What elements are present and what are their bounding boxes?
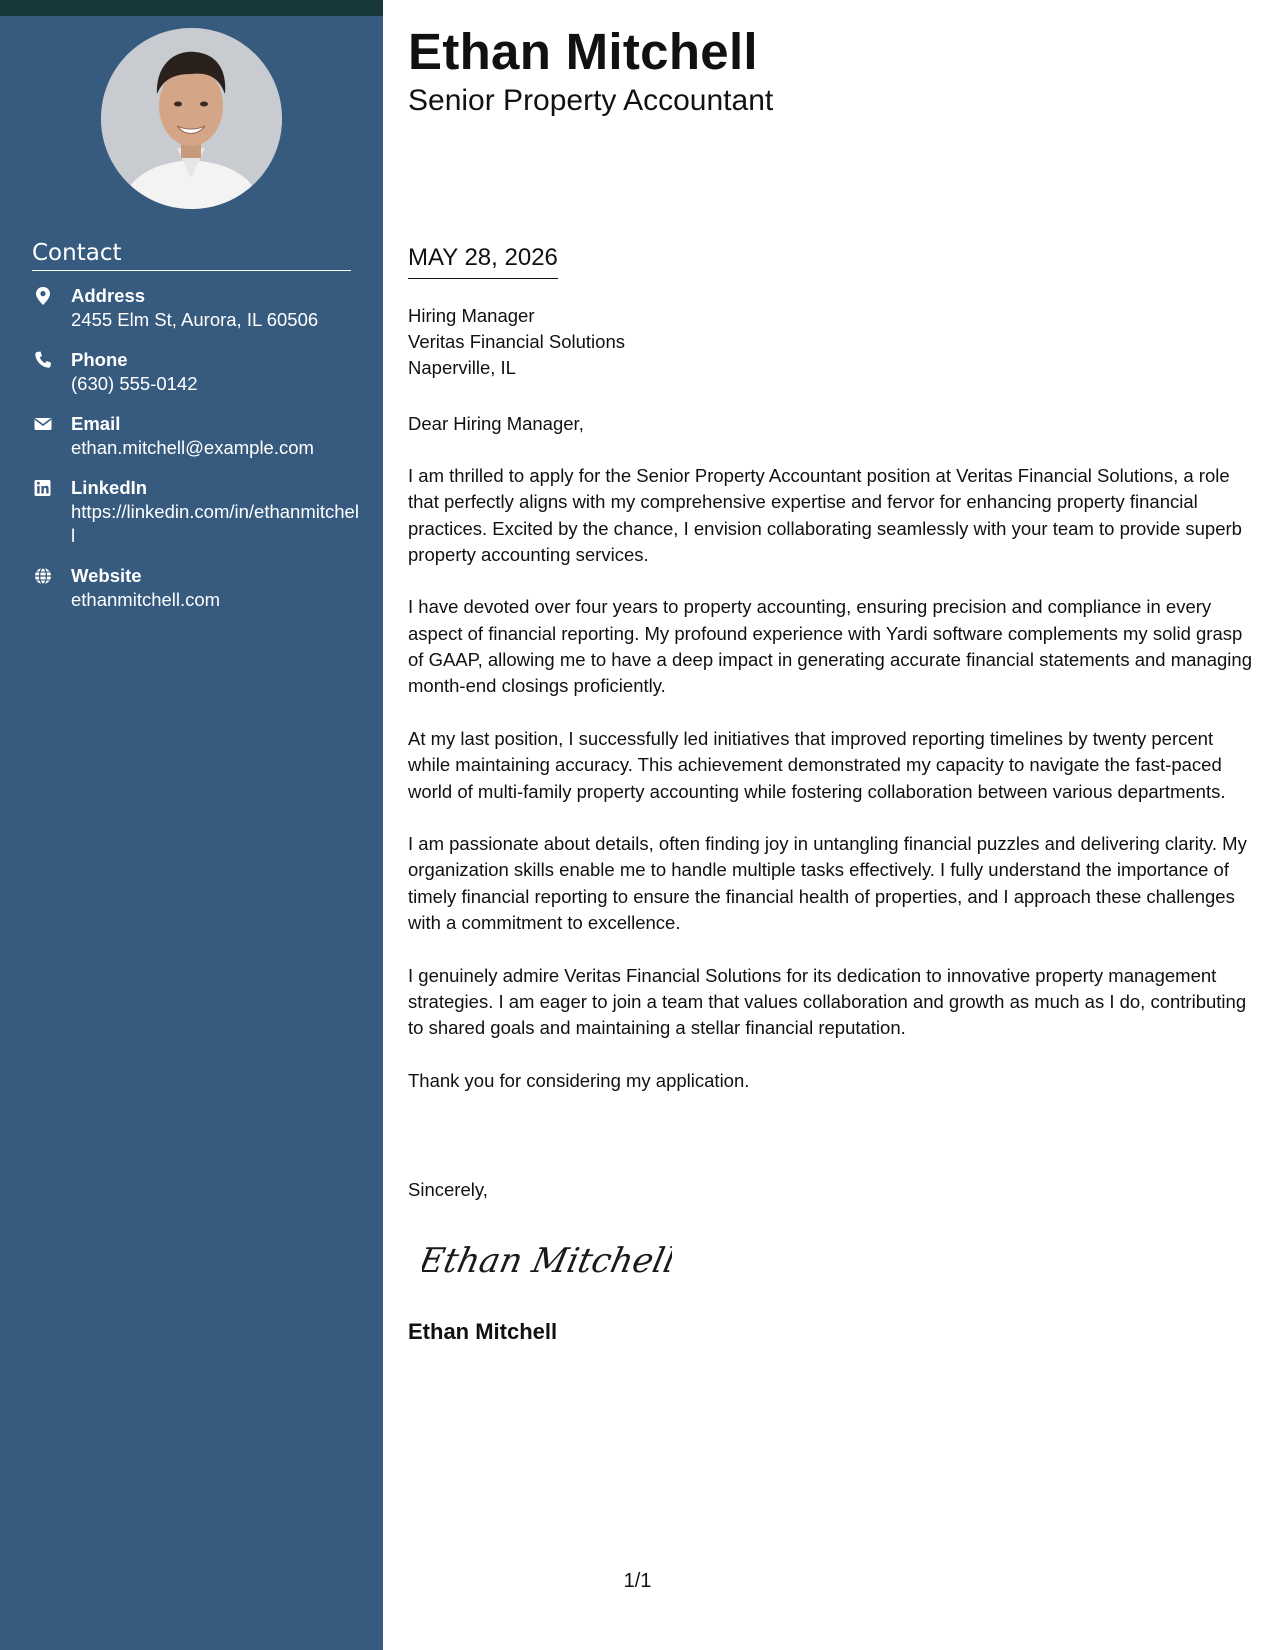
contact-label: Email	[71, 413, 121, 434]
contact-phone	[32, 348, 362, 396]
website-link[interactable]: ethanmitchell.com	[71, 589, 221, 610]
contact-list	[32, 284, 362, 628]
applicant-name: Ethan Mitchell	[408, 23, 758, 80]
recipient-line: Veritas Financial Solutions	[408, 331, 625, 352]
map-pin-icon	[34, 286, 52, 306]
avatar	[101, 28, 282, 209]
contact-label: Phone	[71, 349, 128, 370]
avatar-photo	[101, 28, 282, 209]
recipient-line: Hiring Manager	[408, 305, 535, 326]
page-number: 1/1	[623, 1570, 652, 1592]
contact-address	[32, 284, 362, 332]
linkedin-link[interactable]: https://linkedin.com/in/ethanmitchell	[71, 501, 359, 546]
recipient-line: Naperville, IL	[408, 357, 516, 378]
body-paragraph: I am thrilled to apply for the Senior Property Accountant position at Veritas Financial Solutions, a role that perfectly aligns with my comprehensive expertise and fervor for enhancing property financial practices. Excited by the chance, I envision collaborating seamlessly with your team to provide superb property accounting services.	[408, 465, 1242, 565]
body-paragraph: I am passionate about details, often finding joy in untangling financial puzzles and delivering clarity. My organization skills enable me to handle multiple tasks effectively. I fully understand the importance of timely financial reporting to ensure the financial health of properties, and I approach these challenges with a commitment to excellence.	[408, 833, 1247, 934]
letter-body	[408, 463, 1253, 1120]
sidebar	[0, 0, 383, 1650]
closing: Sincerely,	[408, 1179, 488, 1200]
body-paragraph: I genuinely admire Veritas Financial Solutions for its dedication to innovative property management strategies. I am eager to join a team that values collaboration and growth as much as I do, contributing to shared goals and maintaining a stellar financial reputation.	[408, 964, 1247, 1039]
signature-text: Ethan Mitchell	[422, 1241, 672, 1281]
globe-icon	[34, 566, 52, 586]
salutation: Dear Hiring Manager,	[408, 413, 584, 434]
sidebar-top-bar	[0, 0, 383, 16]
body-paragraph: Thank you for considering my application.	[408, 1069, 750, 1091]
letter-date: MAY 28, 2026	[408, 244, 558, 279]
email-link[interactable]: ethan.mitchell@example.com	[71, 437, 314, 458]
linkedin-icon	[34, 478, 52, 498]
body-paragraph: At my last position, I successfully led initiatives that improved reporting timelines by twenty percent while maintaining accuracy. This achievement demonstrated my capacity to navigate the fast-paced world of multi-family property accounting while fostering collaboration between various departments.	[408, 727, 1226, 802]
contact-website	[32, 564, 362, 612]
recipient-block	[408, 303, 625, 381]
contact-linkedin	[32, 476, 362, 548]
contact-value: 2455 Elm St, Aurora, IL 60506	[71, 309, 319, 330]
envelope-icon	[34, 414, 52, 434]
body-paragraph: I have devoted over four years to property accounting, ensuring precision and compliance in every aspect of financial reporting. My profound experience with Yardi software complements my solid grasp of GAAP, allowing me to have a deep impact in generating accurate financial statements and managing month-end closings proficiently.	[408, 596, 1252, 697]
phone-icon	[34, 350, 52, 370]
contact-label: Website	[71, 565, 142, 586]
contact-value: (630) 555-0142	[71, 373, 198, 394]
contact-email	[32, 412, 362, 460]
signed-name: Ethan Mitchell	[408, 1319, 558, 1344]
handwritten-signature	[422, 1230, 672, 1290]
job-title: Senior Property Accountant	[408, 84, 774, 117]
contact-heading: Contact	[32, 240, 351, 271]
contact-label: Address	[71, 285, 146, 306]
contact-label: LinkedIn	[71, 477, 148, 498]
